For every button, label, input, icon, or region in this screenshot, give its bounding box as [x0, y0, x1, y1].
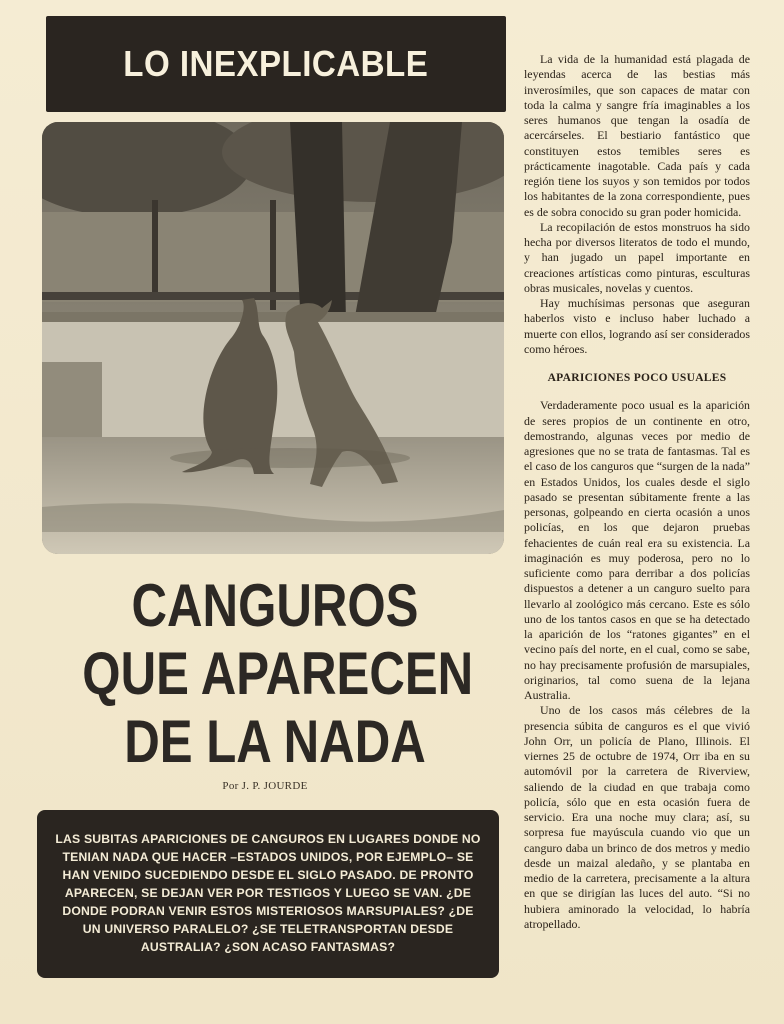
body-paragraph: Uno de los casos más célebres de la presencia súbita de canguros es el que vivió John Orr, un policía de Plano, Illinois. El viernes 25 de octubre de 1974, Orr iba en su automóvil por la carretera de Riverview, saliendo de la ciudad en que trabaja como policía, sólo que en esta ocasión fuera de servicio. Era una noche muy clara; así, su sorpresa fue mayúscula cuando vio que un canguro daba un brinco de dos metros y medio desde un maizal aledaño, y se plantaba en medio de la carretera, precisamente a la altura en que se dirigían las luces del auto. “Si no hubiera aminorado la velocidad, lo habría atropellado. — [524, 703, 750, 931]
kangaroos-boxing-icon — [42, 122, 504, 554]
article-headline — [40, 572, 510, 776]
author-byline: Por J. P. JOURDE — [222, 780, 308, 792]
headline-line-3: DE LA NADA — [124, 708, 426, 775]
body-paragraph: La vida de la humanidad está plagada de leyendas acerca de las bestias más inverosímiles, que son capaces de matar con toda la calma y sangre fría imaginables a los seres humanos que tengan la osadía de acercárseles. El bestiario fantástico que constituyen estos temibles seres es prácticamente inagotable. Cada país y cada región tiene los suyos y son temidos por todos los habitantes de la zona correspondiente, pues es de sobra conocido su gran poder homicida. — [524, 52, 750, 219]
section-subheading: APARICIONES POCO USUALES — [547, 372, 727, 384]
body-paragraph: La recopilación de estos monstruos ha sido hecha por diversos literatos de todo el mundo, y han jugado un papel importante en creaciones artísticas como pinturas, esculturas obras musicales, novelas y cuentos. — [524, 219, 750, 295]
intro-text: LAS SUBITAS APARICIONES DE CANGUROS EN LUGARES DONDE NO TENIAN NADA QUE HACER –ESTADOS UNIDOS, POR EJEMPLO– SE HAN VENIDO SUCEDIENDO DESDE EL SIGLO PASADO. DE PRONTO APARECEN, SE DEJAN VER POR TESTIGOS Y LUEGO SE VAN. ¿DE DONDE PODRAN VENIR ESTOS MISTERIOSOS MARSUPIALES? ¿DE UN UNIVERSO PARALELO? ¿SE TELETRANSPORTAN DESDE AUSTRALIA? ¿SON ACASO FANTASMAS? — [55, 832, 481, 954]
body-paragraph: Verdaderamente poco usual es la aparición de seres propios de un continente en otro, demostrando, algunas veces por medio de agresiones que no se trata de fantasmas. Tal es el caso de los canguros que “surgen de la nada” en Estados Unidos, los cuales desde el siglo pasado se presentan súbitamente frente a las personas, golpeando en cierta ocasión a unos policías, en los que dejaron pruebas fehacientes de cuán real era su existencia. La imaginación es muy poderosa, pero no lo suficiente como para derribar a dos policías dispuestos a detener a un canguro suelto para llevarlo al zoológico más cercano. Este es sólo uno de los tantos casos en que se ha detectado la aparición de los “ratones gigantes” en el vecino país del norte, en el cual, como se sabe, no hay precisamente profusión de marsupiales, originarios, tal como suena de la lejana Australia. — [524, 398, 750, 702]
section-title: LO INEXPLICABLE — [123, 43, 429, 84]
headline-line-2: QUE APARECEN — [82, 640, 474, 707]
body-paragraph: Hay muchísimas personas que aseguran haberlos visto e incluso haber luchado a muerte con ellos, logrando así ser considerados como héroes. — [524, 296, 750, 356]
section-banner — [46, 16, 506, 112]
kangaroos-boxing-photo — [42, 122, 504, 554]
headline-line-1: CANGUROS — [131, 572, 419, 639]
intro-box — [37, 810, 499, 978]
article-body-column — [524, 52, 750, 932]
